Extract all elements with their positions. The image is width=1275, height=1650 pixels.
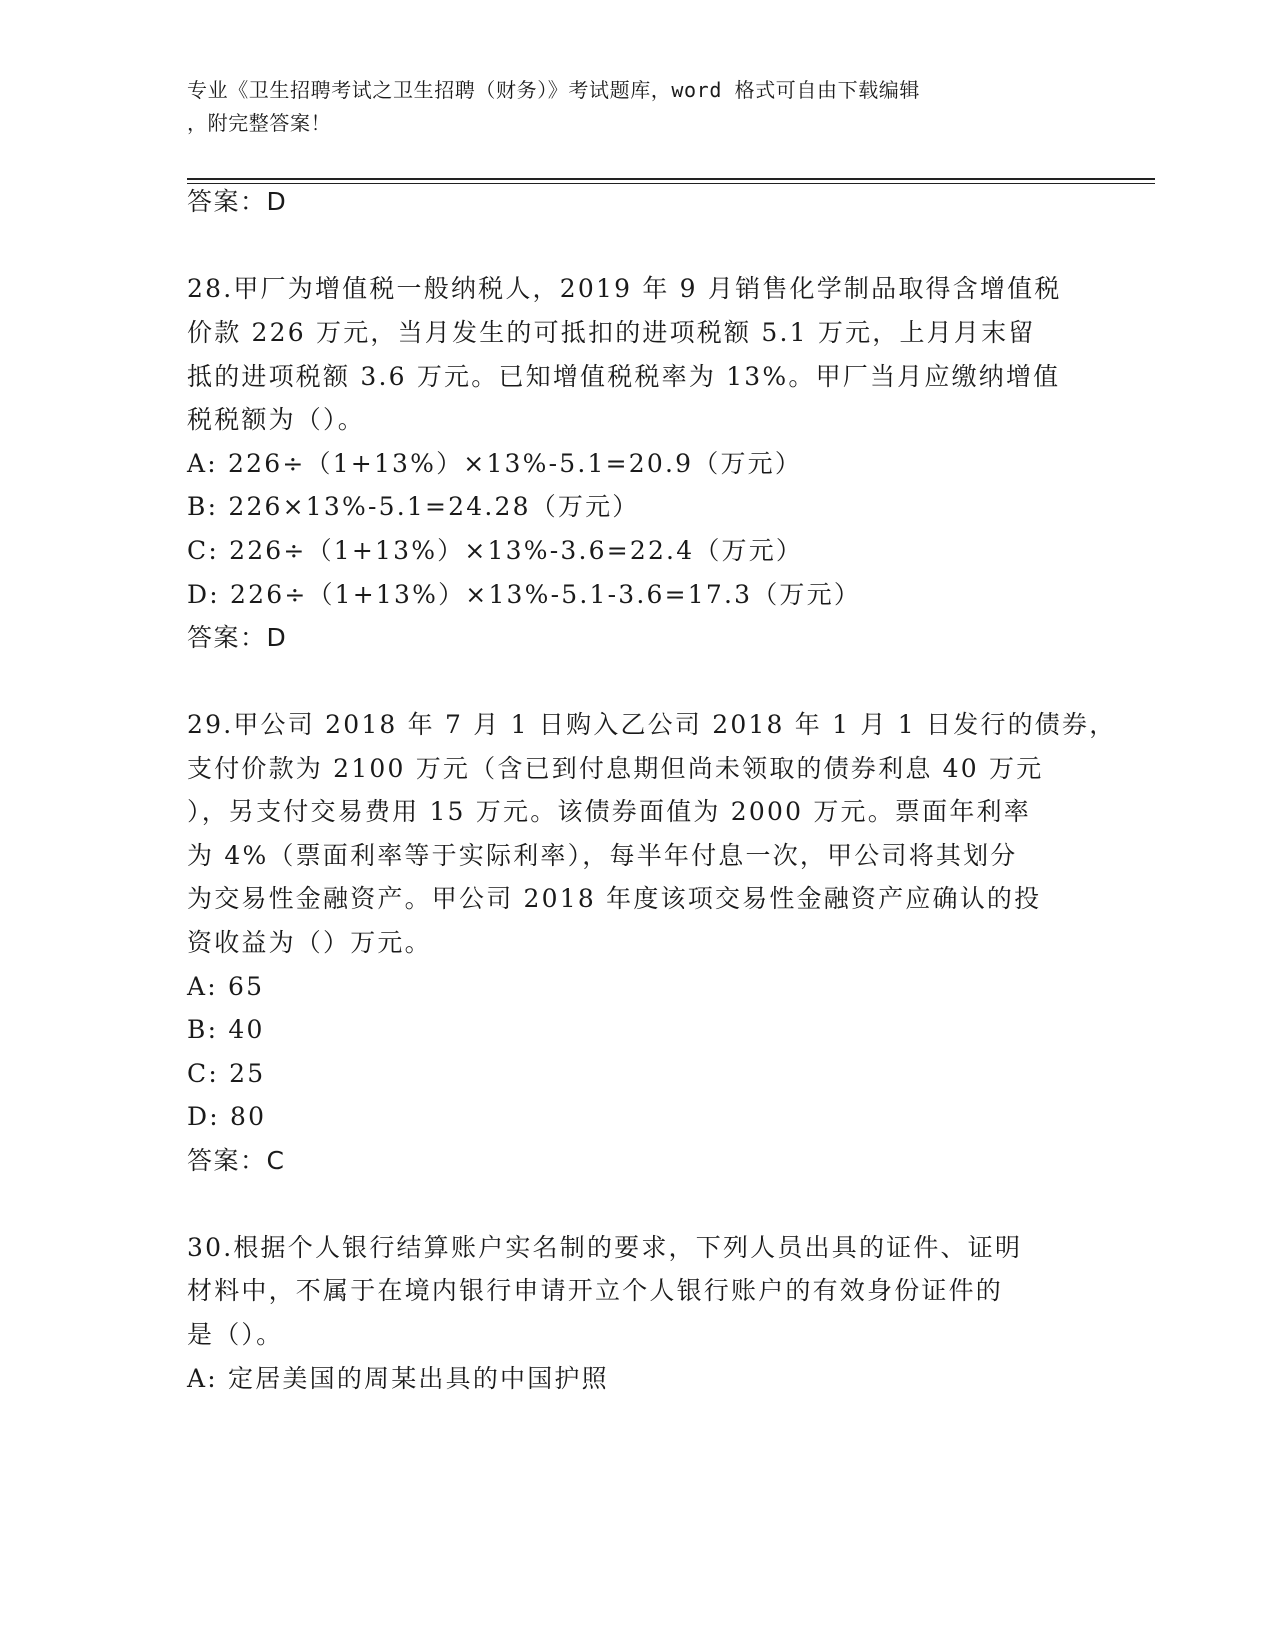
q29-text-line: 支付价款为 2100 万元（含已到付息期但尚未领取的债券利息 40 万元	[187, 754, 1044, 783]
q29-option-b: B: 40	[187, 1015, 265, 1044]
q28-text-line: 抵的进项税额 3.6 万元。已知增值税税率为 13%。甲厂当月应缴纳增值	[187, 362, 1061, 391]
previous-answer: 答案：D	[187, 187, 288, 216]
q28-option-d: D: 226÷（1+13%）×13%-5.1-3.6=17.3（万元）	[187, 580, 862, 609]
q28-text-line: 28.甲厂为增值税一般纳税人，2019 年 9 月销售化学制品取得含增值税	[187, 274, 1062, 303]
q28-answer: 答案：D	[187, 623, 288, 652]
q29-option-d: D: 80	[187, 1102, 267, 1131]
q29-text-line: ），另支付交易费用 15 万元。该债券面值为 2000 万元。票面年利率	[187, 797, 1031, 826]
q29-option-c: C: 25	[187, 1059, 266, 1088]
q28-option-c: C: 226÷（1+13%）×13%-3.6=22.4（万元）	[187, 536, 804, 565]
q30-text-line: 30.根据个人银行结算账户实名制的要求，下列人员出具的证件、证明	[187, 1233, 1023, 1262]
q28-option-b: B: 226×13%-5.1=24.28（万元）	[187, 492, 640, 521]
header-divider-thick	[187, 178, 1155, 180]
header-line-2: ，附完整答案！	[187, 111, 332, 135]
q28-option-a: A: 226÷（1+13%）×13%-5.1=20.9（万元）	[187, 449, 803, 478]
q30-text-line: 材料中，不属于在境内银行申请开立个人银行账户的有效身份证件的	[187, 1276, 1004, 1305]
q29-text-line: 为 4%（票面利率等于实际利率），每半年付息一次，甲公司将其划分	[187, 841, 1018, 870]
q29-option-a: A: 65	[187, 972, 265, 1001]
q30-option-a: A: 定居美国的周某出具的中国护照	[187, 1364, 609, 1393]
q30-text-line: 是（）。	[187, 1320, 284, 1349]
header-divider-thin	[187, 183, 1155, 184]
q29-text-line: 资收益为（）万元。	[187, 928, 432, 957]
q29-text-line: 29.甲公司 2018 年 7 月 1 日购入乙公司 2018 年 1 月 1 日发行的债券，	[187, 710, 1117, 739]
page-header	[187, 74, 1077, 140]
q29-answer: 答案：C	[187, 1146, 286, 1175]
header-line-1: 专业《卫生招聘考试之卫生招聘（财务）》考试题库，word 格式可自由下载编辑	[187, 78, 921, 102]
q28-text-line: 税税额为（）。	[187, 405, 365, 434]
q28-text-line: 价款 226 万元，当月发生的可抵扣的进项税额 5.1 万元，上月月末留	[187, 318, 1036, 347]
q29-text-line: 为交易性金融资产。甲公司 2018 年度该项交易性金融资产应确认的投	[187, 884, 1042, 913]
